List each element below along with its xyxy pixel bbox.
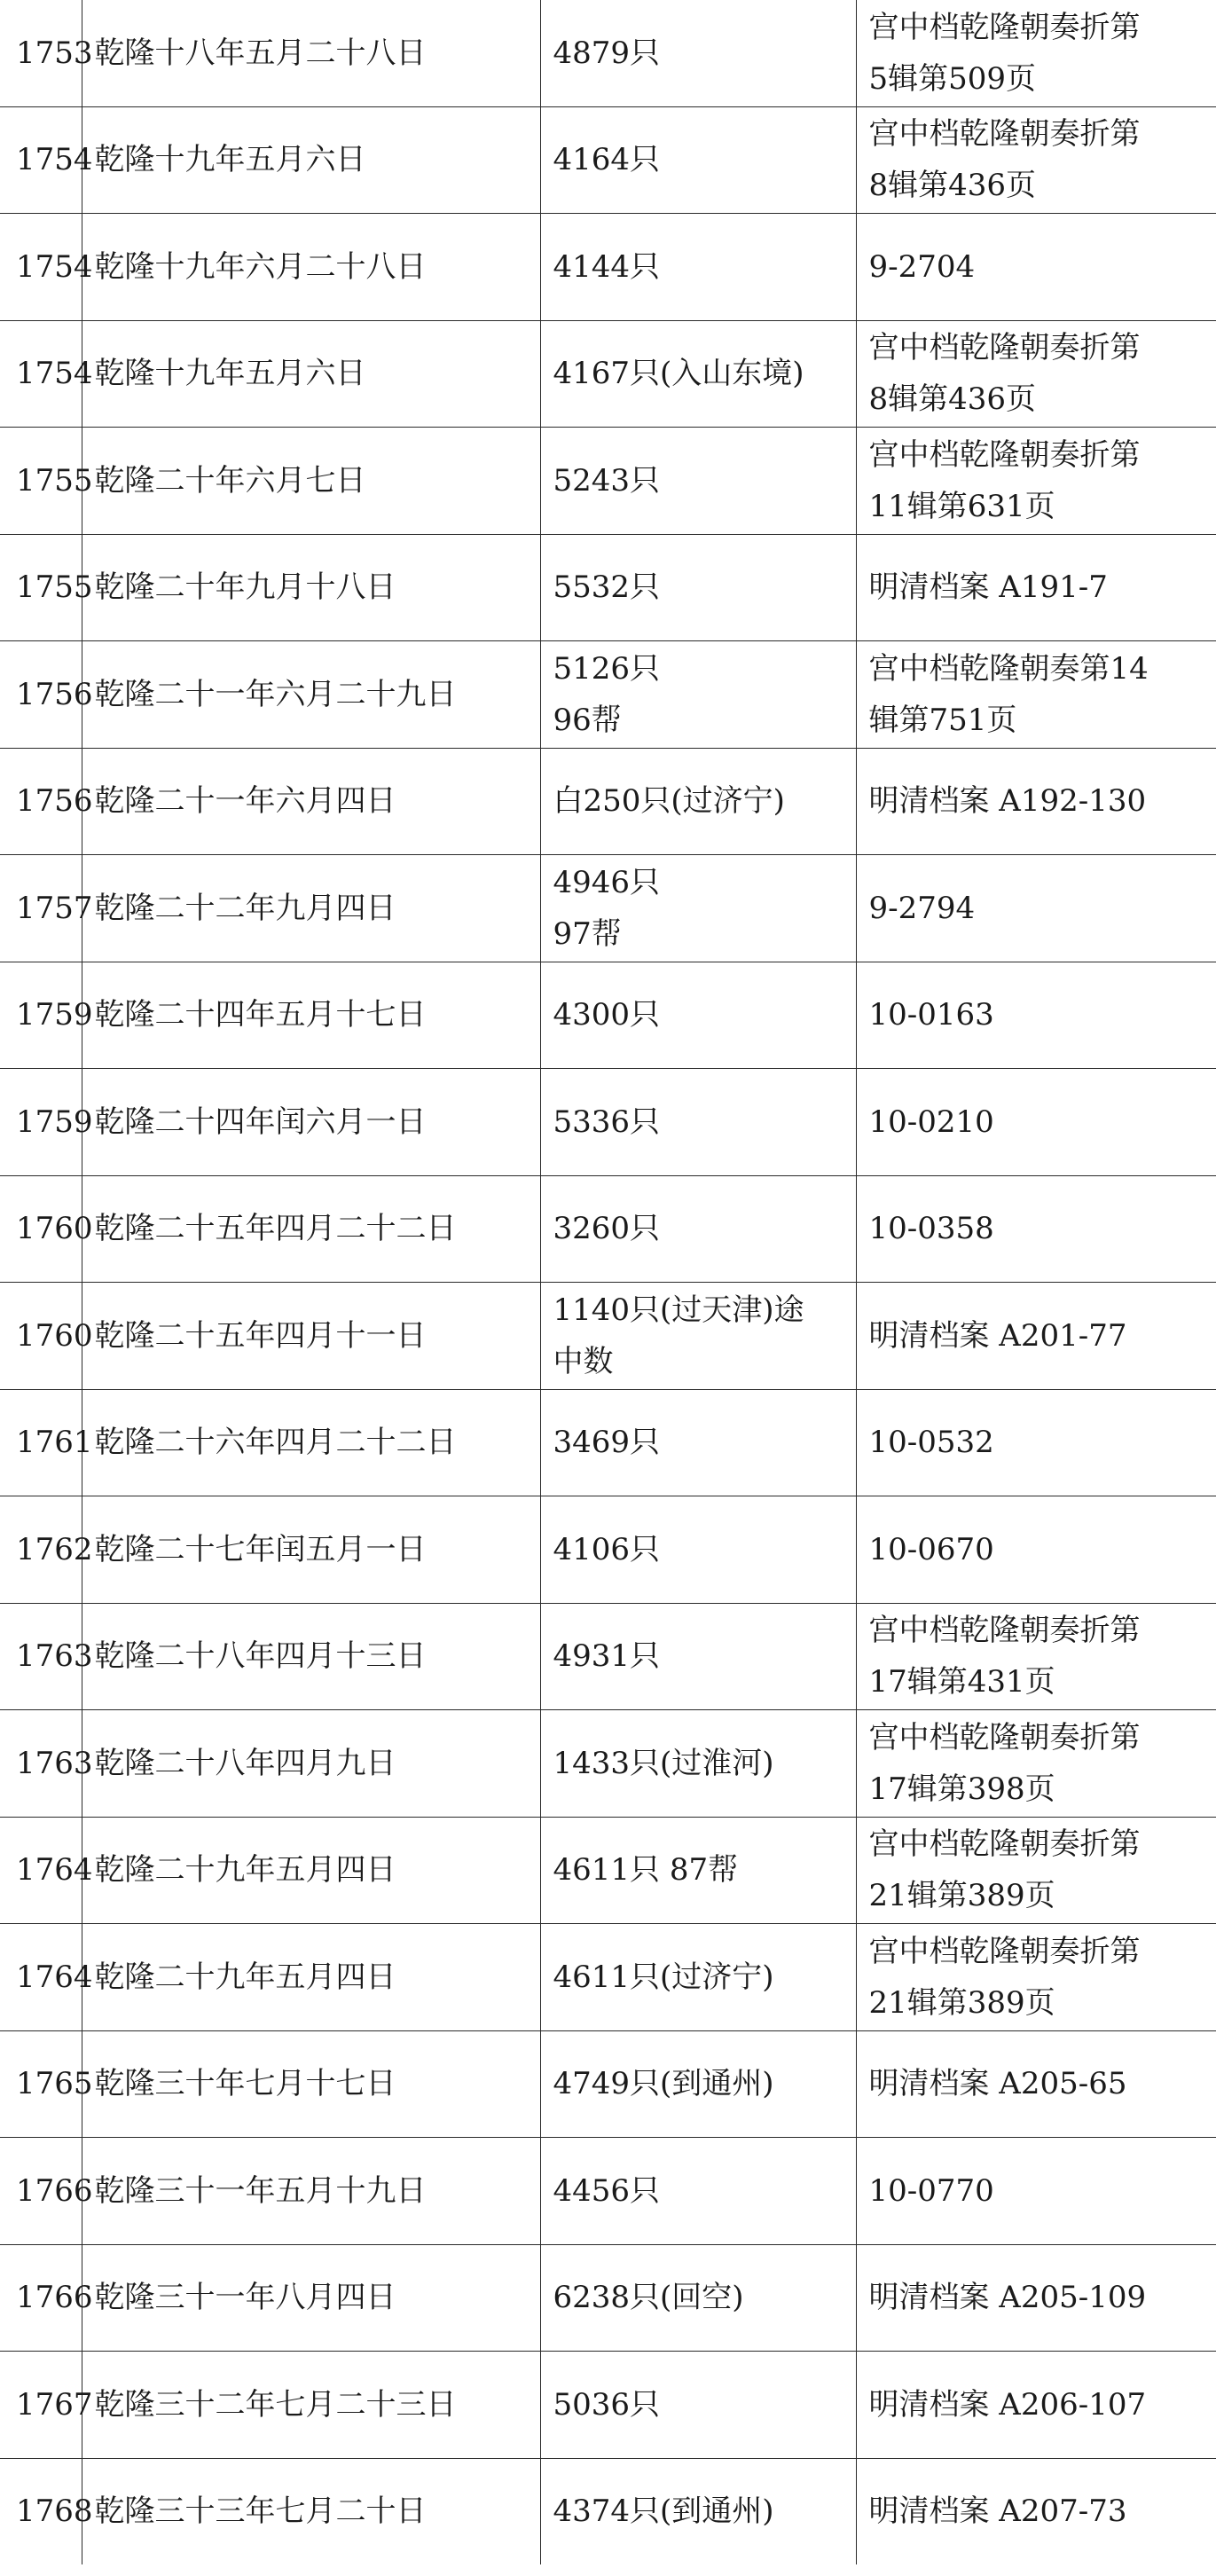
reign-date-cell: 乾隆二十四年五月十七日 xyxy=(82,962,540,1069)
archive-source-cell xyxy=(856,2458,1216,2564)
archive-source-cell-line: 5辑第509页 xyxy=(868,60,1037,97)
boat-count-cell-line: 4456只 xyxy=(553,2172,661,2209)
year-cell: 1760 xyxy=(0,1283,82,1390)
year-cell: 1764 xyxy=(0,1817,82,1924)
archive-source-cell-line: 10-0358 xyxy=(868,1211,994,1247)
reign-date-cell: 乾隆二十九年五月四日 xyxy=(82,1817,540,1924)
reign-date-cell: 乾隆二十二年九月四日 xyxy=(82,855,540,962)
year-cell: 1766 xyxy=(0,2138,82,2245)
reign-date-cell: 乾隆二十八年四月九日 xyxy=(82,1710,540,1818)
boat-count-cell-line: 4931只 xyxy=(553,1638,661,1675)
table-row xyxy=(0,2458,1216,2564)
table-row xyxy=(0,1389,1216,1496)
archive-source-cell-line: 宫中档乾隆朝奏折第 xyxy=(868,9,1141,45)
boat-count-cell xyxy=(540,1175,856,1283)
year-cell: 1755 xyxy=(0,534,82,641)
table-row xyxy=(0,534,1216,641)
archive-source-cell-line: 明清档案 A201-77 xyxy=(868,1317,1127,1354)
year-cell: 1765 xyxy=(0,2030,82,2138)
boat-count-cell-line: 97帮 xyxy=(553,915,622,952)
reign-date-cell: 乾隆三十一年五月十九日 xyxy=(82,2138,540,2245)
year-cell: 1756 xyxy=(0,748,82,855)
boat-count-cell xyxy=(540,1496,856,1604)
table-row xyxy=(0,1496,1216,1604)
archive-source-cell-line: 明清档案 A206-107 xyxy=(868,2386,1147,2423)
table-row xyxy=(0,1175,1216,1283)
archive-source-cell xyxy=(856,1817,1216,1924)
archive-source-cell-line: 9-2704 xyxy=(868,248,976,285)
boat-count-cell-line: 4144只 xyxy=(553,248,661,285)
reign-date-cell: 乾隆二十年六月七日 xyxy=(82,428,540,535)
year-cell: 1763 xyxy=(0,1603,82,1710)
table-row xyxy=(0,1924,1216,2031)
boat-count-cell-line: 4946只 xyxy=(553,864,661,900)
table-row xyxy=(0,1603,1216,1710)
archive-source-cell xyxy=(856,1175,1216,1283)
year-cell: 1761 xyxy=(0,1389,82,1496)
boat-count-cell xyxy=(540,1283,856,1390)
boat-count-cell xyxy=(540,641,856,749)
table-row xyxy=(0,106,1216,214)
table-row xyxy=(0,1817,1216,1924)
year-cell: 1768 xyxy=(16,2494,93,2530)
table-row xyxy=(0,1710,1216,1818)
archive-source-cell xyxy=(856,1924,1216,2031)
boat-count-cell xyxy=(540,1603,856,1710)
year-cell: 1753 xyxy=(0,0,82,106)
boat-count-cell-line: 4611只(过济宁) xyxy=(553,1959,774,1995)
archive-source-cell xyxy=(856,962,1216,1069)
archive-source-cell xyxy=(856,534,1216,641)
archive-source-cell xyxy=(856,2030,1216,2138)
year-cell: 1757 xyxy=(0,855,82,962)
archive-source-cell-line: 宫中档乾隆朝奏折第 xyxy=(868,1933,1141,1969)
archive-source-cell-line: 宫中档乾隆朝奏折第 xyxy=(868,1826,1141,1863)
reign-date-cell: 乾隆三十年七月十七日 xyxy=(82,2030,540,2138)
archive-source-cell xyxy=(856,1389,1216,1496)
table-row xyxy=(0,2244,1216,2352)
boat-count-cell-line: 4300只 xyxy=(553,997,661,1033)
year-cell: 1755 xyxy=(0,428,82,535)
boat-count-cell xyxy=(540,2458,856,2564)
boat-count-cell-line: 3469只 xyxy=(553,1425,661,1461)
archive-source-cell-line: 宫中档乾隆朝奏折第 xyxy=(868,330,1141,366)
archive-source-cell-line: 明清档案 A207-73 xyxy=(868,2494,1127,2530)
boat-count-cell-line: 5532只 xyxy=(553,569,661,606)
boat-count-cell xyxy=(540,1710,856,1818)
boat-count-cell xyxy=(540,0,856,106)
boat-count-cell-line: 4749只(到通州) xyxy=(553,2066,774,2102)
boat-count-cell xyxy=(540,1069,856,1176)
archive-source-cell xyxy=(856,2244,1216,2352)
reign-date-cell: 乾隆十九年五月六日 xyxy=(82,106,540,214)
boat-count-cell-line: 3260只 xyxy=(553,1211,661,1247)
archive-source-cell-line: 21辑第389页 xyxy=(868,1878,1055,1914)
table-row xyxy=(0,962,1216,1069)
boat-count-cell xyxy=(540,106,856,214)
archive-source-cell xyxy=(856,641,1216,749)
archive-source-cell-line: 明清档案 A191-7 xyxy=(868,569,1108,606)
table-row xyxy=(0,428,1216,535)
reign-date-cell: 乾隆二十五年四月二十二日 xyxy=(82,1175,540,1283)
year-cell: 1762 xyxy=(0,1496,82,1604)
archive-source-cell xyxy=(856,1069,1216,1176)
boat-count-cell-line: 5336只 xyxy=(553,1103,661,1140)
archive-source-cell-line: 宫中档乾隆朝奏折第 xyxy=(868,116,1141,153)
reign-date-cell: 乾隆三十三年七月二十日 xyxy=(82,2458,540,2564)
boat-count-cell-line: 5243只 xyxy=(553,462,661,499)
boat-count-cell-line: 中数 xyxy=(553,1343,614,1379)
reign-date-cell: 乾隆二十一年六月四日 xyxy=(82,748,540,855)
archive-source-cell-line: 17辑第431页 xyxy=(868,1664,1055,1700)
boat-count-cell-line: 1140只(过天津)途 xyxy=(553,1292,804,1328)
archive-source-cell xyxy=(856,1710,1216,1818)
table-row xyxy=(0,641,1216,749)
reign-date-cell: 乾隆二十年九月十八日 xyxy=(82,534,540,641)
boat-count-cell-line: 4879只 xyxy=(553,35,661,71)
reign-date-cell: 乾隆十九年六月二十八日 xyxy=(82,214,540,321)
table-row xyxy=(0,2352,1216,2459)
year-cell: 1754 xyxy=(0,214,82,321)
reign-date-cell: 乾隆二十四年闰六月一日 xyxy=(82,1069,540,1176)
reign-date-cell: 乾隆二十一年六月二十九日 xyxy=(82,641,540,749)
reign-date-cell: 乾隆十八年五月二十八日 xyxy=(82,0,540,106)
boat-count-cell xyxy=(540,962,856,1069)
year-cell: 1766 xyxy=(0,2244,82,2352)
archive-source-cell xyxy=(856,428,1216,535)
boat-count-cell-line: 5126只 xyxy=(553,650,661,687)
archive-source-cell xyxy=(856,855,1216,962)
archive-source-cell-line: 明清档案 A192-130 xyxy=(868,783,1147,820)
boat-count-cell-line: 6238只(回空) xyxy=(553,2280,744,2316)
year-cell: 1764 xyxy=(0,1924,82,2031)
boat-count-cell xyxy=(540,2138,856,2245)
archive-source-cell xyxy=(856,1603,1216,1710)
archive-source-cell-line: 宫中档乾隆朝奏第14 xyxy=(868,650,1149,687)
table-row xyxy=(0,1069,1216,1176)
boat-count-cell xyxy=(540,2352,856,2459)
archive-source-cell xyxy=(856,1283,1216,1390)
reign-date-cell: 乾隆三十一年八月四日 xyxy=(82,2244,540,2352)
archive-source-cell-line: 明清档案 A205-109 xyxy=(868,2280,1147,2316)
archive-source-cell xyxy=(856,106,1216,214)
boat-count-cell-line: 白250只(过济宁) xyxy=(553,783,785,820)
year-cell: 1759 xyxy=(0,1069,82,1176)
boat-count-cell-line: 4164只 xyxy=(553,142,661,178)
boat-count-cell xyxy=(540,855,856,962)
boat-count-cell xyxy=(540,320,856,428)
reign-date-cell: 乾隆三十二年七月二十三日 xyxy=(82,2352,540,2459)
archive-source-cell xyxy=(856,2138,1216,2245)
reign-date-cell: 乾隆二十五年四月十一日 xyxy=(82,1283,540,1390)
reign-date-cell: 乾隆十九年五月六日 xyxy=(82,320,540,428)
boat-count-cell xyxy=(540,748,856,855)
boat-count-cell xyxy=(540,428,856,535)
table-row xyxy=(0,2030,1216,2138)
archive-source-cell-line: 8辑第436页 xyxy=(868,168,1037,204)
table-row xyxy=(0,855,1216,962)
archive-source-cell xyxy=(856,320,1216,428)
archive-source-cell xyxy=(856,1496,1216,1604)
boat-count-cell xyxy=(540,214,856,321)
archive-source-cell-line: 辑第751页 xyxy=(868,702,1017,738)
boat-count-cell-line: 5036只 xyxy=(553,2386,661,2423)
archive-source-cell-line: 10-0532 xyxy=(868,1425,994,1461)
table-row xyxy=(0,748,1216,855)
archive-source-cell-line: 宫中档乾隆朝奏折第 xyxy=(868,436,1141,473)
boat-count-cell xyxy=(540,534,856,641)
archive-source-cell-line: 17辑第398页 xyxy=(868,1771,1055,1807)
table-row xyxy=(0,214,1216,321)
boat-count-cell xyxy=(540,1389,856,1496)
archive-source-cell-line: 10-0163 xyxy=(868,997,994,1033)
table-row xyxy=(0,0,1216,106)
boat-count-cell-line: 4611只 87帮 xyxy=(553,1852,739,1889)
archive-source-cell-line: 10-0670 xyxy=(868,1531,994,1567)
year-cell: 1756 xyxy=(0,641,82,749)
reign-date-cell: 乾隆二十七年闰五月一日 xyxy=(82,1496,540,1604)
table-row xyxy=(0,1283,1216,1390)
archive-source-cell xyxy=(856,2352,1216,2459)
reign-date-cell: 乾隆二十八年四月十三日 xyxy=(82,1603,540,1710)
boat-count-cell xyxy=(540,1924,856,2031)
archive-source-cell xyxy=(856,748,1216,855)
boat-count-cell xyxy=(540,2244,856,2352)
archive-source-cell-line: 10-0770 xyxy=(868,2172,994,2209)
boat-count-cell xyxy=(540,2030,856,2138)
boat-count-cell-line: 4106只 xyxy=(553,1531,661,1567)
reign-date-cell: 乾隆二十九年五月四日 xyxy=(82,1924,540,2031)
boat-count-cell xyxy=(540,1817,856,1924)
archive-source-cell-line: 宫中档乾隆朝奏折第 xyxy=(868,1719,1141,1755)
year-cell: 1754 xyxy=(0,106,82,214)
year-cell: 1754 xyxy=(0,320,82,428)
year-cell: 1763 xyxy=(0,1710,82,1818)
archive-source-cell-line: 8辑第436页 xyxy=(868,381,1037,418)
archive-source-cell xyxy=(856,0,1216,106)
boat-count-cell-line: 1433只(过淮河) xyxy=(553,1745,774,1781)
year-cell: 1767 xyxy=(0,2352,82,2459)
archive-source-cell-line: 10-0210 xyxy=(868,1103,994,1140)
table-row xyxy=(0,320,1216,428)
archive-source-cell-line: 21辑第389页 xyxy=(868,1984,1055,2021)
archive-source-cell xyxy=(856,214,1216,321)
year-cell: 1760 xyxy=(0,1175,82,1283)
reign-date-cell: 乾隆二十六年四月二十二日 xyxy=(82,1389,540,1496)
archive-source-cell-line: 11辑第631页 xyxy=(868,488,1055,524)
boat-count-cell-line: 96帮 xyxy=(553,702,622,738)
boat-count-cell-line: 4374只(到通州) xyxy=(553,2494,774,2530)
archive-source-cell-line: 明清档案 A205-65 xyxy=(868,2066,1127,2102)
archive-source-cell-line: 宫中档乾隆朝奏折第 xyxy=(868,1613,1141,1649)
archive-source-cell-line: 9-2794 xyxy=(868,890,976,926)
boat-count-cell-line: 4167只(入山东境) xyxy=(553,356,804,392)
table-row xyxy=(0,2138,1216,2245)
year-cell: 1759 xyxy=(0,962,82,1069)
